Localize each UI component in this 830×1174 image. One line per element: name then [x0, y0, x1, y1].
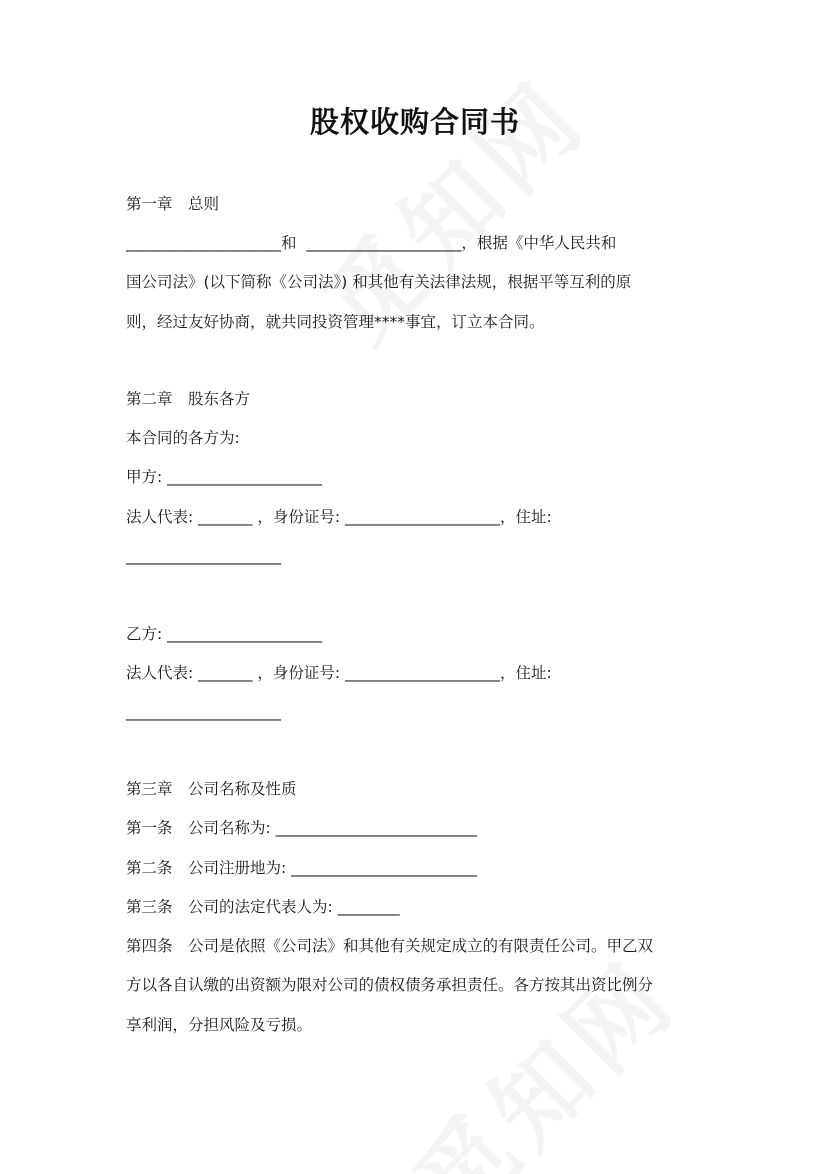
article-3: 第三条 公司的法定代表人为: ________ [126, 898, 400, 916]
chapter1-paragraph-line: 国公司法》(以下简称《公司法》) 和其他有关法律法规，根据平等互利的原 [126, 273, 632, 291]
party-a: 甲方: ____________________ [126, 468, 323, 486]
article-4-line: 享利润，分担风险及亏损。 [126, 1016, 313, 1034]
chapter1-paragraph-line: ____________________和 ____________________，根据《中华人民共和 [126, 234, 617, 252]
watermark-bottom [380, 925, 702, 1174]
party-b: 乙方: ____________________ [126, 625, 323, 643]
chapter1-paragraph-line: 则，经过友好协商，就共同投资管理****事宜，订立本合同。 [126, 313, 545, 331]
chapter2-heading: 第二章 股东各方 [126, 390, 251, 408]
article-4-line: 第四条 公司是依照《公司法》和其他有关规定成立的有限责任公司。甲乙双 [126, 937, 654, 955]
party-a-address: ____________________ [126, 547, 281, 565]
chapter2-intro: 本合同的各方为: [126, 429, 240, 447]
party-a-representative: 法人代表: _______ ，身份证号: ____________________，住址: [126, 508, 552, 526]
article-2: 第二条 公司注册地为: ________________________ [126, 859, 478, 877]
party-b-representative: 法人代表: _______ ，身份证号: ____________________，住址: [126, 664, 552, 682]
chapter3-heading: 第三章 公司名称及性质 [126, 780, 297, 798]
document-title: 股权收购合同书 [309, 105, 520, 139]
article-1: 第一条 公司名称为: __________________________ [126, 819, 478, 837]
party-b-address: ____________________ [126, 703, 281, 721]
chapter1-heading: 第一章 总则 [126, 195, 220, 213]
article-4-line: 方以各自认缴的出资额为限对公司的债权债务承担责任。各方按其出资比例分 [126, 976, 654, 994]
